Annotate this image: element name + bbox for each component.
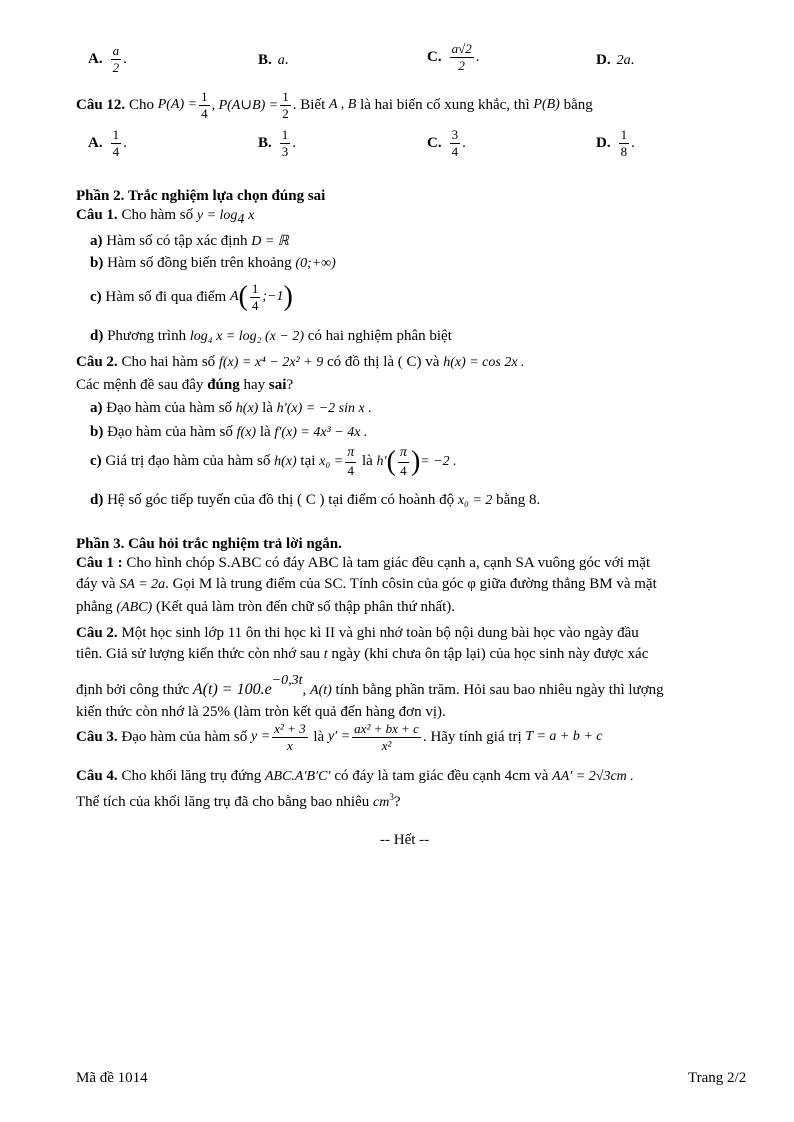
fraction [250, 282, 261, 312]
math-expr: t [323, 647, 328, 662]
part2-title: Phần 2. Trắc nghiệm lựa chọn đúng sai [76, 188, 326, 204]
numerator: 1 [281, 127, 289, 142]
question-text: ? [393, 794, 401, 810]
option-tail: . [284, 52, 289, 68]
denominator: 4 [251, 297, 259, 313]
part3-q2-line4: kiến thức còn nhớ là 25% (làm tròn kết quả đến hàng đơn vị). [76, 704, 446, 720]
part3-q1-line3 [76, 599, 455, 616]
q12-option-a: A. $\frac{1}{4}$ . [88, 127, 127, 159]
fraction [450, 128, 461, 158]
math-expr: h(x) [235, 401, 259, 416]
question-text: Cho khối lăng trụ đứng [121, 768, 262, 784]
item-text: Giá trị đạo hàm của hàm số [105, 453, 271, 470]
part3-q3 [76, 722, 603, 752]
math-expr: h′ [376, 453, 387, 469]
footer-page-number: Trang 2/2 [688, 1070, 747, 1086]
numerator: x² + 3 [274, 721, 306, 736]
q11-option-b [258, 52, 289, 69]
math-expr: ;−1 [262, 289, 284, 305]
part2-q2-prompt [76, 377, 293, 394]
math-exponent: 3 [389, 792, 394, 802]
math-expr: AA′ = 2√3cm . [552, 769, 634, 784]
math-expr: y = [250, 729, 271, 745]
math-subscript: 4 [237, 212, 245, 227]
question-text: tiên. Giả sử lượng kiến thức còn nhớ sau [76, 646, 320, 662]
denominator: 3 [281, 143, 289, 159]
q12-stem [76, 90, 593, 120]
item-label: d) [90, 328, 104, 344]
q12-option-d: D. $\frac{1}{8}$ . [596, 127, 635, 159]
part3-title: Phần 3. Câu hỏi trắc nghiệm trả lời ngắn. [76, 536, 342, 552]
math-expr: P(A) = [157, 97, 198, 113]
part3-q1-line2 [76, 576, 657, 593]
math-expr: h′(x) = −2 sin x . [276, 401, 372, 416]
math-expr: h(x) = cos 2x . [443, 355, 525, 370]
question-text: phẳng [76, 599, 113, 615]
question-label: Câu 3. [76, 728, 118, 745]
denominator: 8 [620, 143, 628, 159]
part3-q2-line2 [76, 646, 648, 663]
prompt-bold-true: đúng [207, 377, 240, 393]
fraction [450, 42, 474, 72]
question-text: là [313, 728, 325, 745]
denominator: x² [381, 737, 392, 753]
item-text: là [361, 453, 373, 470]
q12-option-b: B. $\frac{1}{3}$ . [258, 127, 297, 159]
math-expr: y = log [196, 208, 238, 223]
denominator: 4 [400, 462, 407, 478]
question-label: Câu 2. [76, 625, 118, 641]
question-text: có đồ thị là ( C) và [326, 354, 440, 370]
question-label: Câu 12. [76, 96, 126, 113]
question-text: Thể tích của khối lăng trụ đã cho bằng bao nhiêu [76, 794, 370, 810]
part3-q4-line2 [76, 792, 401, 811]
question-text: . Hãy tính giá trị [422, 728, 522, 745]
math-expr: A(t) = 100.e [192, 681, 272, 698]
item-text: Hệ số góc tiếp tuyến của đồ thị ( C ) tại điểm có hoành độ [107, 492, 455, 508]
denominator: 2 [282, 105, 289, 121]
numerator: a√2 [451, 41, 472, 56]
fraction [345, 446, 356, 477]
math-expr: x₀ = 2 [457, 493, 493, 508]
math-expr: D = ℝ [251, 234, 289, 249]
math-exponent: −0,3t [271, 673, 303, 688]
prompt-text: Các mệnh đề sau đây [76, 377, 204, 393]
fraction [111, 128, 122, 158]
q12-text: . Biết [292, 96, 326, 113]
part2-q2-item-d [90, 492, 540, 509]
option-label: D. [596, 134, 611, 151]
denominator: 4 [451, 143, 459, 159]
part2-q2-item-b [90, 424, 367, 441]
part2-q2-item-a [90, 400, 372, 417]
denominator: 4 [112, 143, 120, 159]
option-tail: . [630, 52, 635, 68]
option-expr: 2a [616, 52, 631, 68]
math-expr: A(t) [310, 683, 332, 698]
fraction [619, 128, 630, 158]
part2-q1-item-d [90, 328, 452, 345]
part2-q1-item-b [90, 255, 336, 272]
option-label: A. [88, 134, 103, 151]
fraction [280, 90, 291, 120]
math-expr: f(x) [236, 425, 257, 440]
fraction [199, 90, 210, 120]
q11-option-a [88, 44, 127, 74]
q11-option-c [427, 42, 479, 72]
item-label: a) [90, 400, 103, 416]
option-label: B. [258, 134, 272, 151]
math-expr: cm [373, 795, 390, 810]
math-expr: A [229, 289, 239, 305]
item-label: b) [90, 424, 104, 440]
question-label: Câu 1 : [76, 555, 123, 571]
denominator: 4 [201, 105, 208, 121]
numerator: π [345, 446, 356, 463]
question-text: tính bằng phần trăm. Hỏi sau bao nhiêu ngày thì lượng [335, 682, 664, 698]
part3-q2-line1 [76, 625, 639, 642]
end-marker: -- Hết -- [380, 832, 430, 848]
item-text: Hàm số đồng biến trên khoảng [107, 255, 292, 271]
item-label: c) [90, 453, 102, 470]
part2-q2-item-c: c) Giá trị đạo hàm của hàm số h(x) tại x₀ = $\frac{\pi}{4}$ là h′ ( $\frac{\pi}{4}$ ) = −2 . [90, 445, 457, 478]
part2-q1-item-a [90, 233, 289, 250]
numerator: ax² + bx + c [354, 721, 419, 736]
numerator: 1 [201, 89, 208, 104]
item-text: Phương trình [107, 328, 187, 344]
math-expr: h(x) [274, 453, 297, 469]
prompt-bold-false: sai [268, 377, 287, 393]
footer-exam-code: Mã đề 1014 [76, 1070, 148, 1086]
numerator: 1 [282, 89, 289, 104]
numerator: 3 [451, 127, 459, 142]
math-expr: (ABC) [116, 600, 153, 615]
item-text: Đạo hàm của hàm số [106, 400, 233, 416]
denominator: 2 [458, 57, 465, 73]
question-text: định bởi công thức [76, 682, 190, 698]
item-text: là [262, 400, 273, 416]
question-text: đáy và [76, 576, 116, 592]
item-text: bằng 8. [496, 492, 541, 508]
question-label: Câu 4. [76, 768, 118, 784]
part2-q1-item-c: c) Hàm số đi qua điểm A ( $\frac{1}{4}$ ;−1 ) [90, 281, 293, 313]
question-text: , [302, 682, 307, 698]
question-text: Cho hàm số [121, 207, 194, 223]
option-label: B. [258, 52, 272, 68]
math-expr: f′(x) = 4x³ − 4x . [274, 425, 368, 440]
question-text: Cho hình chóp S.ABC có đáy ABC là tam giác đều cạnh a, cạnh SA vuông góc với mặt [126, 555, 651, 571]
numerator: a [112, 43, 120, 58]
denominator: 2 [112, 59, 120, 75]
item-label: c) [90, 288, 102, 305]
denominator: x [286, 737, 293, 753]
fraction [280, 128, 291, 158]
math-expr: ABC.A′B′C′ [264, 769, 331, 784]
q11-option-d [596, 52, 634, 69]
item-label: b) [90, 255, 104, 271]
item-text: là [259, 424, 271, 440]
option-label: C. [427, 48, 442, 65]
math-expr: log₄ x = log₂ (x − 2) [189, 329, 304, 344]
part3-q2-line3 [76, 673, 664, 699]
math-expr: SA = 2a [119, 577, 166, 592]
part3-q1-line1 [76, 555, 650, 572]
option-expr: a [277, 52, 285, 68]
q12-option-c: C. $\frac{3}{4}$ . [427, 127, 466, 159]
question-text: Một học sinh lớp 11 ôn thi học kì II và ghi nhớ toàn bộ nội dung bài học vào ngày đầu [121, 625, 639, 641]
fraction [111, 44, 122, 74]
denominator: 4 [347, 462, 354, 478]
question-text: Đạo hàm của hàm số [121, 728, 248, 745]
item-text: Hàm số có tập xác định [106, 233, 248, 249]
question-text: (Kết quả làm tròn đến chữ số thập phân thứ nhất). [155, 599, 456, 615]
math-expr: x₀ = [319, 453, 344, 469]
item-text: tại [300, 453, 316, 470]
question-text: . Gọi M là trung điểm của SC. Tính côsin của góc φ giữa đường thẳng BM và mặt [165, 576, 657, 592]
item-text: Hàm số đi qua điểm [105, 288, 227, 305]
question-label: Câu 1. [76, 207, 118, 223]
math-expr: , P(A∪B) = [211, 97, 279, 113]
option-tail: . [475, 48, 480, 65]
question-text: ngày (khi chưa ôn tập lại) của học sinh này được xác [331, 646, 649, 662]
math-expr: (0;+∞) [295, 256, 336, 271]
math-expr: T = a + b + c [525, 729, 603, 745]
q12-text: Cho [128, 96, 154, 113]
math-expr: y′ = [327, 729, 351, 745]
fraction [398, 446, 409, 477]
question-label: Câu 2. [76, 354, 118, 370]
fraction [272, 722, 307, 752]
part2-q1-stem [76, 207, 254, 228]
q12-text: là hai biến cố xung khắc, thì [360, 96, 530, 113]
part2-q2-stem [76, 354, 525, 371]
numerator: 1 [620, 127, 628, 142]
item-text: Đạo hàm của hàm số [107, 424, 233, 440]
numerator: π [398, 446, 409, 463]
numerator: 1 [112, 127, 120, 142]
q12-text: bằng [563, 96, 593, 113]
part3-q4-line1 [76, 768, 634, 785]
option-label: C. [427, 134, 442, 151]
item-text: có hai nghiệm phân biệt [307, 328, 452, 344]
question-text: có đáy là tam giác đều cạnh 4cm và [334, 768, 549, 784]
math-expr: = −2 . [420, 453, 457, 469]
option-label: A. [88, 50, 103, 67]
prompt-text: ? [286, 377, 294, 393]
math-expr: f(x) = x⁴ − 2x² + 9 [218, 355, 324, 370]
prompt-text: hay [243, 377, 266, 393]
question-text: Cho hai hàm số [121, 354, 216, 370]
numerator: 1 [251, 281, 259, 296]
item-label: a) [90, 233, 103, 249]
item-label: d) [90, 492, 104, 508]
fraction [352, 722, 421, 752]
option-label: D. [596, 52, 611, 68]
math-expr: P(B) [533, 97, 560, 113]
math-expr: A , B [329, 97, 357, 113]
math-expr: x [248, 208, 255, 223]
option-tail: . [123, 50, 127, 67]
